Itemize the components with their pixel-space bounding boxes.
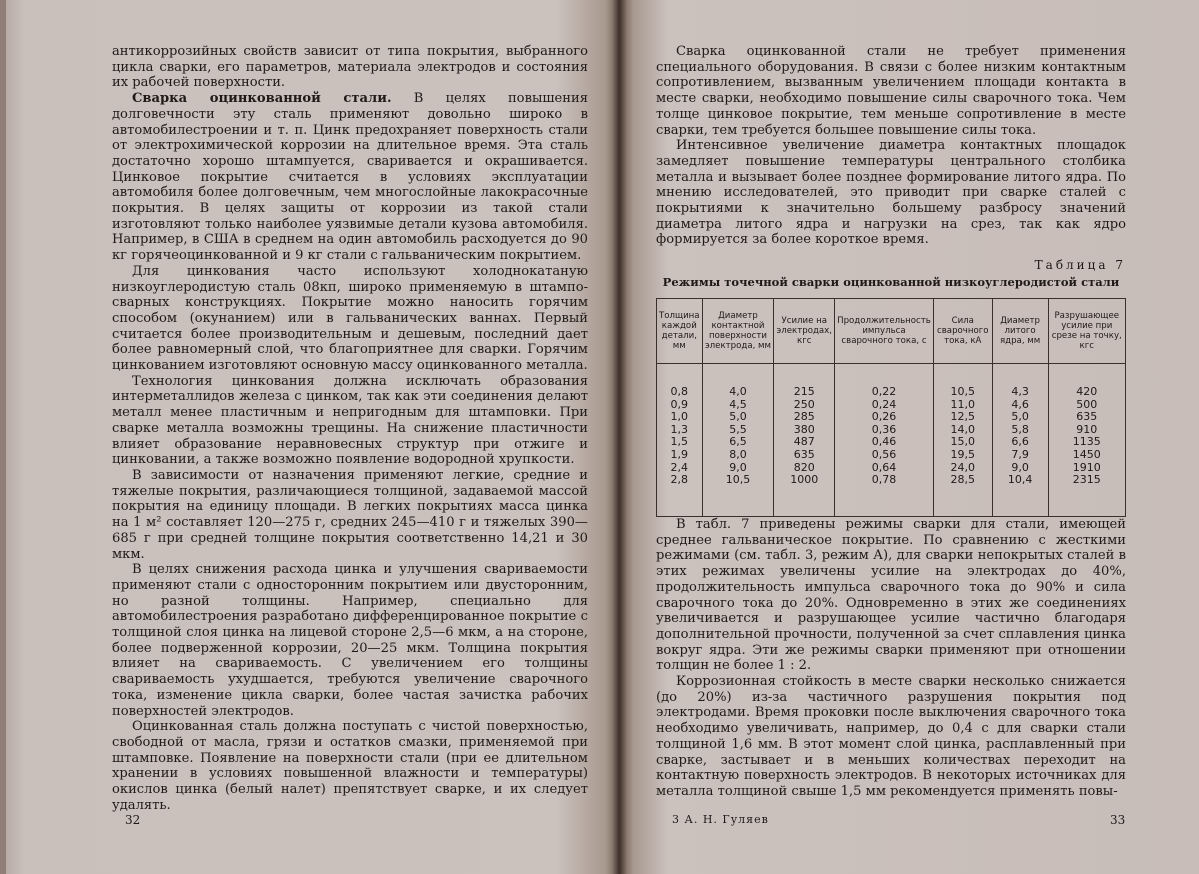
- table-header: Диаметр литого ядра, мм: [992, 299, 1048, 364]
- table-cell: 10,4: [1007, 473, 1033, 487]
- table-cell: 1,0: [670, 410, 689, 424]
- page-number-right: 33: [1110, 813, 1126, 827]
- table-cell: 4,3: [1011, 385, 1029, 398]
- table-caption: Режимы точечной сварки оцинкованной низкоуглеродистой стали: [662, 275, 1120, 289]
- table-cell: 500: [1076, 397, 1098, 411]
- paragraph: В зависимости от назначения применяют легкие, средние и тяжелые покрытия, различающиеся толщиной, задаваемой массой покрытия на единицу площади. В легких покрытиях масса цинка на 1 м² составляет 120—275 г, средних 245—410 г и тяжелых 390—685 г при средней толщине покрытия соответственно 14,21 и 30 мкм.: [112, 467, 588, 562]
- table-header: Продолжительность импульса сварочного тока, с: [835, 299, 934, 364]
- table-cell: 14,0: [950, 422, 976, 436]
- table-cell: 5,0: [729, 410, 747, 424]
- table-cell: 0,9: [670, 397, 689, 411]
- table-column-cell: [1048, 364, 1125, 517]
- table-title-block: [656, 258, 1126, 289]
- section-heading: Сварка оцинкованной стали.: [132, 91, 392, 107]
- table-cell: 0,36: [871, 422, 897, 436]
- table-row: [657, 364, 1126, 517]
- table-cell: 28,5: [950, 473, 976, 487]
- paragraph: Оцинкованная сталь должна поступать с чистой поверхностью, свободной от масла, грязи и остатков смазки, применяемой при штамповке. Появление на поверхности стали (при ее длительном хранении в условиях повышенной влажности и температуры) окислов цинка (белый налет) препятствует сварке, и их следует удалять.: [112, 719, 588, 813]
- table-cell: 5,8: [1011, 422, 1029, 436]
- paragraph: Интенсивное увеличение диаметра контактных площадок замедляет повышение температуры центрального столбика металла и вызывает более позднее формирование литого ядра. По мнению исследователей, это приводит при сварке сталей с покрытиями к значительно большему разбросу значений диаметра литого ядра и нагрузки на срез, так как ядро формируется за более короткое время.: [656, 138, 1126, 248]
- table-header: Толщина каждой детали, мм: [657, 299, 703, 364]
- table-cell: 7,9: [1011, 447, 1029, 461]
- table-cell: 1000: [790, 473, 819, 487]
- right-text-column-bottom: [656, 517, 1126, 800]
- paragraph: антикоррозийных свойств зависит от типа покрытия, выбранного цикла сварки, его параметров, материала электродов и состояния их рабочей поверхности.: [112, 44, 588, 91]
- table-cell: 0,26: [871, 410, 897, 424]
- table-column-cell: [835, 364, 934, 517]
- paragraph-text: В целях повышения долговечности эту сталь применяют довольно широко в автомобилестроении и т. п. Цинк предохраняет поверхность стали от электрохимической коррозии на длительное время. Эта сталь достаточно хорошо штампуется, сваривается и окрашивается. Цинковое покрытие считается в условиях эксплуатации автомобиля более долговечным, чем многослойные лакокрасочные покрытия. В целях защиты от коррозии из такой стали изготовляют только наиболее уязвимые детали кузова автомобиля. Например, в США в среднем на один автомобиль расходуется до 90 кг горячеоцинкованной и 9 кг стали с гальваническим покрытием.: [112, 91, 588, 264]
- table-cell: 910: [1076, 422, 1098, 436]
- table-cell: 8,0: [729, 447, 747, 461]
- table-cell: 1450: [1072, 447, 1101, 461]
- table-cell: 0,24: [871, 397, 897, 411]
- table-cell: 215: [793, 385, 815, 398]
- book-gutter: [612, 0, 628, 874]
- table-cell: 2,4: [670, 460, 689, 474]
- table-header: Разрушающее усилие при срезе на точку, кгс: [1048, 299, 1125, 364]
- printer-signature: 3 А. Н. Гуляев: [672, 813, 769, 826]
- table-cell: 24,0: [950, 460, 976, 474]
- page-number-left: 32: [125, 813, 141, 827]
- table-cell: 250: [793, 397, 815, 411]
- table-cell: 2,8: [670, 473, 689, 487]
- paragraph: Сварка оцинкованной стали не требует применения специального оборудования. В связи с более низким контактным сопротивлением, вызванным увеличением площади контакта в месте сварки, необходимо повышение силы сварочного тока. Чем толще цинковое покрытие, тем меньше сопротивление в месте сварки, тем требуется большее повышение силы тока.: [656, 44, 1126, 138]
- left-text-column: [112, 44, 588, 813]
- table-cell: 0,56: [871, 447, 897, 461]
- paragraph: Коррозионная стойкость в месте сварки несколько снижается (до 20%) из-за частичного разрушения покрытия под электродами. Время проковки после выключения сварочного тока необходимо увеличивать, например, до 0,4 с для сварки стали толщиной 1,6 мм. В этот момент слой цинка, расплавленный при сварке, застывает и в меньших количествах переходит на контактную поверхность электродов. В некоторых источниках для металла толщиной свыше 1,5 мм рекомендуется применять повы-: [656, 674, 1126, 799]
- table-cell: 9,0: [1011, 460, 1029, 474]
- welding-modes-table: [656, 298, 1126, 517]
- paragraph-with-heading: [112, 91, 588, 264]
- table-cell: 0,8: [670, 385, 689, 398]
- table-cell: 9,0: [729, 460, 747, 474]
- page-edge: [0, 0, 6, 874]
- table-cell: 0,78: [871, 473, 897, 487]
- table-cell: 4,5: [729, 397, 747, 411]
- paragraph: В табл. 7 приведены режимы сварки для стали, имеющей среднее гальваническое покрытие. По сравнению с жесткими режимами (см. табл. 3, режим А), для сварки непокрытых сталей в этих режимах увеличены усилие на электродах до 40%, продолжительность импульса сварочного тока до 90% и сила сварочного тока до 20%. Одновременно в этих же соединениях увеличивается и разрушающее усилие частично благодаря дополнительной прочности, полученной за счет сплавления цинка вокруг ядра. Эти же режимы сварки применяют при отношении толщин не более 1 : 2.: [656, 517, 1126, 674]
- table-column-cell: [774, 364, 835, 517]
- table-header: Диаметр контактной поверхности электрода, мм: [702, 299, 774, 364]
- table-cell: 1135: [1072, 435, 1101, 449]
- paragraph: Технология цинкования должна исключать образования интерметаллидов железа с цинком, так как эти соединения делают металл менее пластичным и непригодным для штамповки. При сварке металла возможны трещины. На снижение пластичности влияет образование неравновесных структур при отжиге и цинковании, а также возможно появление водородной хрупкости.: [112, 373, 588, 468]
- table-cell: 820: [793, 460, 815, 474]
- table-cell: 0,64: [871, 460, 897, 474]
- table-cell: 4,6: [1011, 397, 1029, 411]
- table-cell: 5,5: [729, 422, 747, 436]
- table-cell: 1,5: [670, 435, 689, 449]
- table-header: Сила сварочного тока, кА: [933, 299, 992, 364]
- table-cell: 11,0: [950, 397, 976, 411]
- table-cell: 19,5: [950, 447, 976, 461]
- table-cell: 15,0: [950, 435, 976, 449]
- table-cell: 6,5: [729, 435, 747, 449]
- table-cell: 380: [793, 422, 815, 436]
- table-cell: 0,46: [871, 435, 897, 449]
- table-cell: 1910: [1072, 460, 1101, 474]
- table-cell: 635: [793, 447, 815, 461]
- table-cell: 0,22: [871, 385, 897, 398]
- table-cell: 12,5: [950, 410, 976, 424]
- paragraph: В целях снижения расхода цинка и улучшения свариваемости применяют стали с односторонним покрытием или двусторонним, но разной толщины. Например, специально для автомобилестроения разработано дифференцированное покрытие с толщиной слоя цинка на лицевой стороне 2,5—6 мкм, а на стороне, более подверженной коррозии, 20—25 мкм. Толщина покрытия влияет на свариваемость. С увеличением его толщины свариваемость ухудшается, требуются увеличение сварочного тока, изменение цикла сварки, более частая зачистка рабочих поверхностей электродов.: [112, 562, 588, 719]
- table-column-cell: [657, 364, 703, 517]
- table-cell: 1,9: [670, 447, 689, 461]
- table-cell: 487: [793, 435, 815, 449]
- table-cell: 1,3: [670, 422, 689, 436]
- table-cell: 4,0: [729, 385, 747, 398]
- table-cell: 10,5: [725, 473, 751, 487]
- table-cell: 6,6: [1011, 435, 1029, 449]
- table-column-cell: [992, 364, 1048, 517]
- table-header-row: [657, 299, 1126, 364]
- table-cell: 2315: [1072, 473, 1101, 487]
- paragraph: Для цинкования часто используют холоднокатаную низкоуглеродистую сталь 08кп, широко применяемую в штампо-сварных конструкциях. Покрытие можно наносить горячим способом (окунанием) или в гальванических ваннах. Первый считается более производительным и дешевым, последний дает более равномерный слой, что благоприятнее для сварки. Горячим цинкованием изготовляют основную массу оцинкованного металла.: [112, 263, 588, 374]
- table-column-cell: [702, 364, 774, 517]
- table-cell: 10,5: [950, 385, 976, 398]
- table-cell: 5,0: [1011, 410, 1029, 424]
- right-text-column-top: [656, 44, 1126, 248]
- table-header: Усилие на электродах, кгс: [774, 299, 835, 364]
- table-label: Таблица 7: [1034, 258, 1126, 272]
- table-column-cell: [933, 364, 992, 517]
- table-cell: 285: [793, 410, 815, 424]
- table-cell: 420: [1076, 385, 1098, 398]
- table-cell: 635: [1076, 410, 1098, 424]
